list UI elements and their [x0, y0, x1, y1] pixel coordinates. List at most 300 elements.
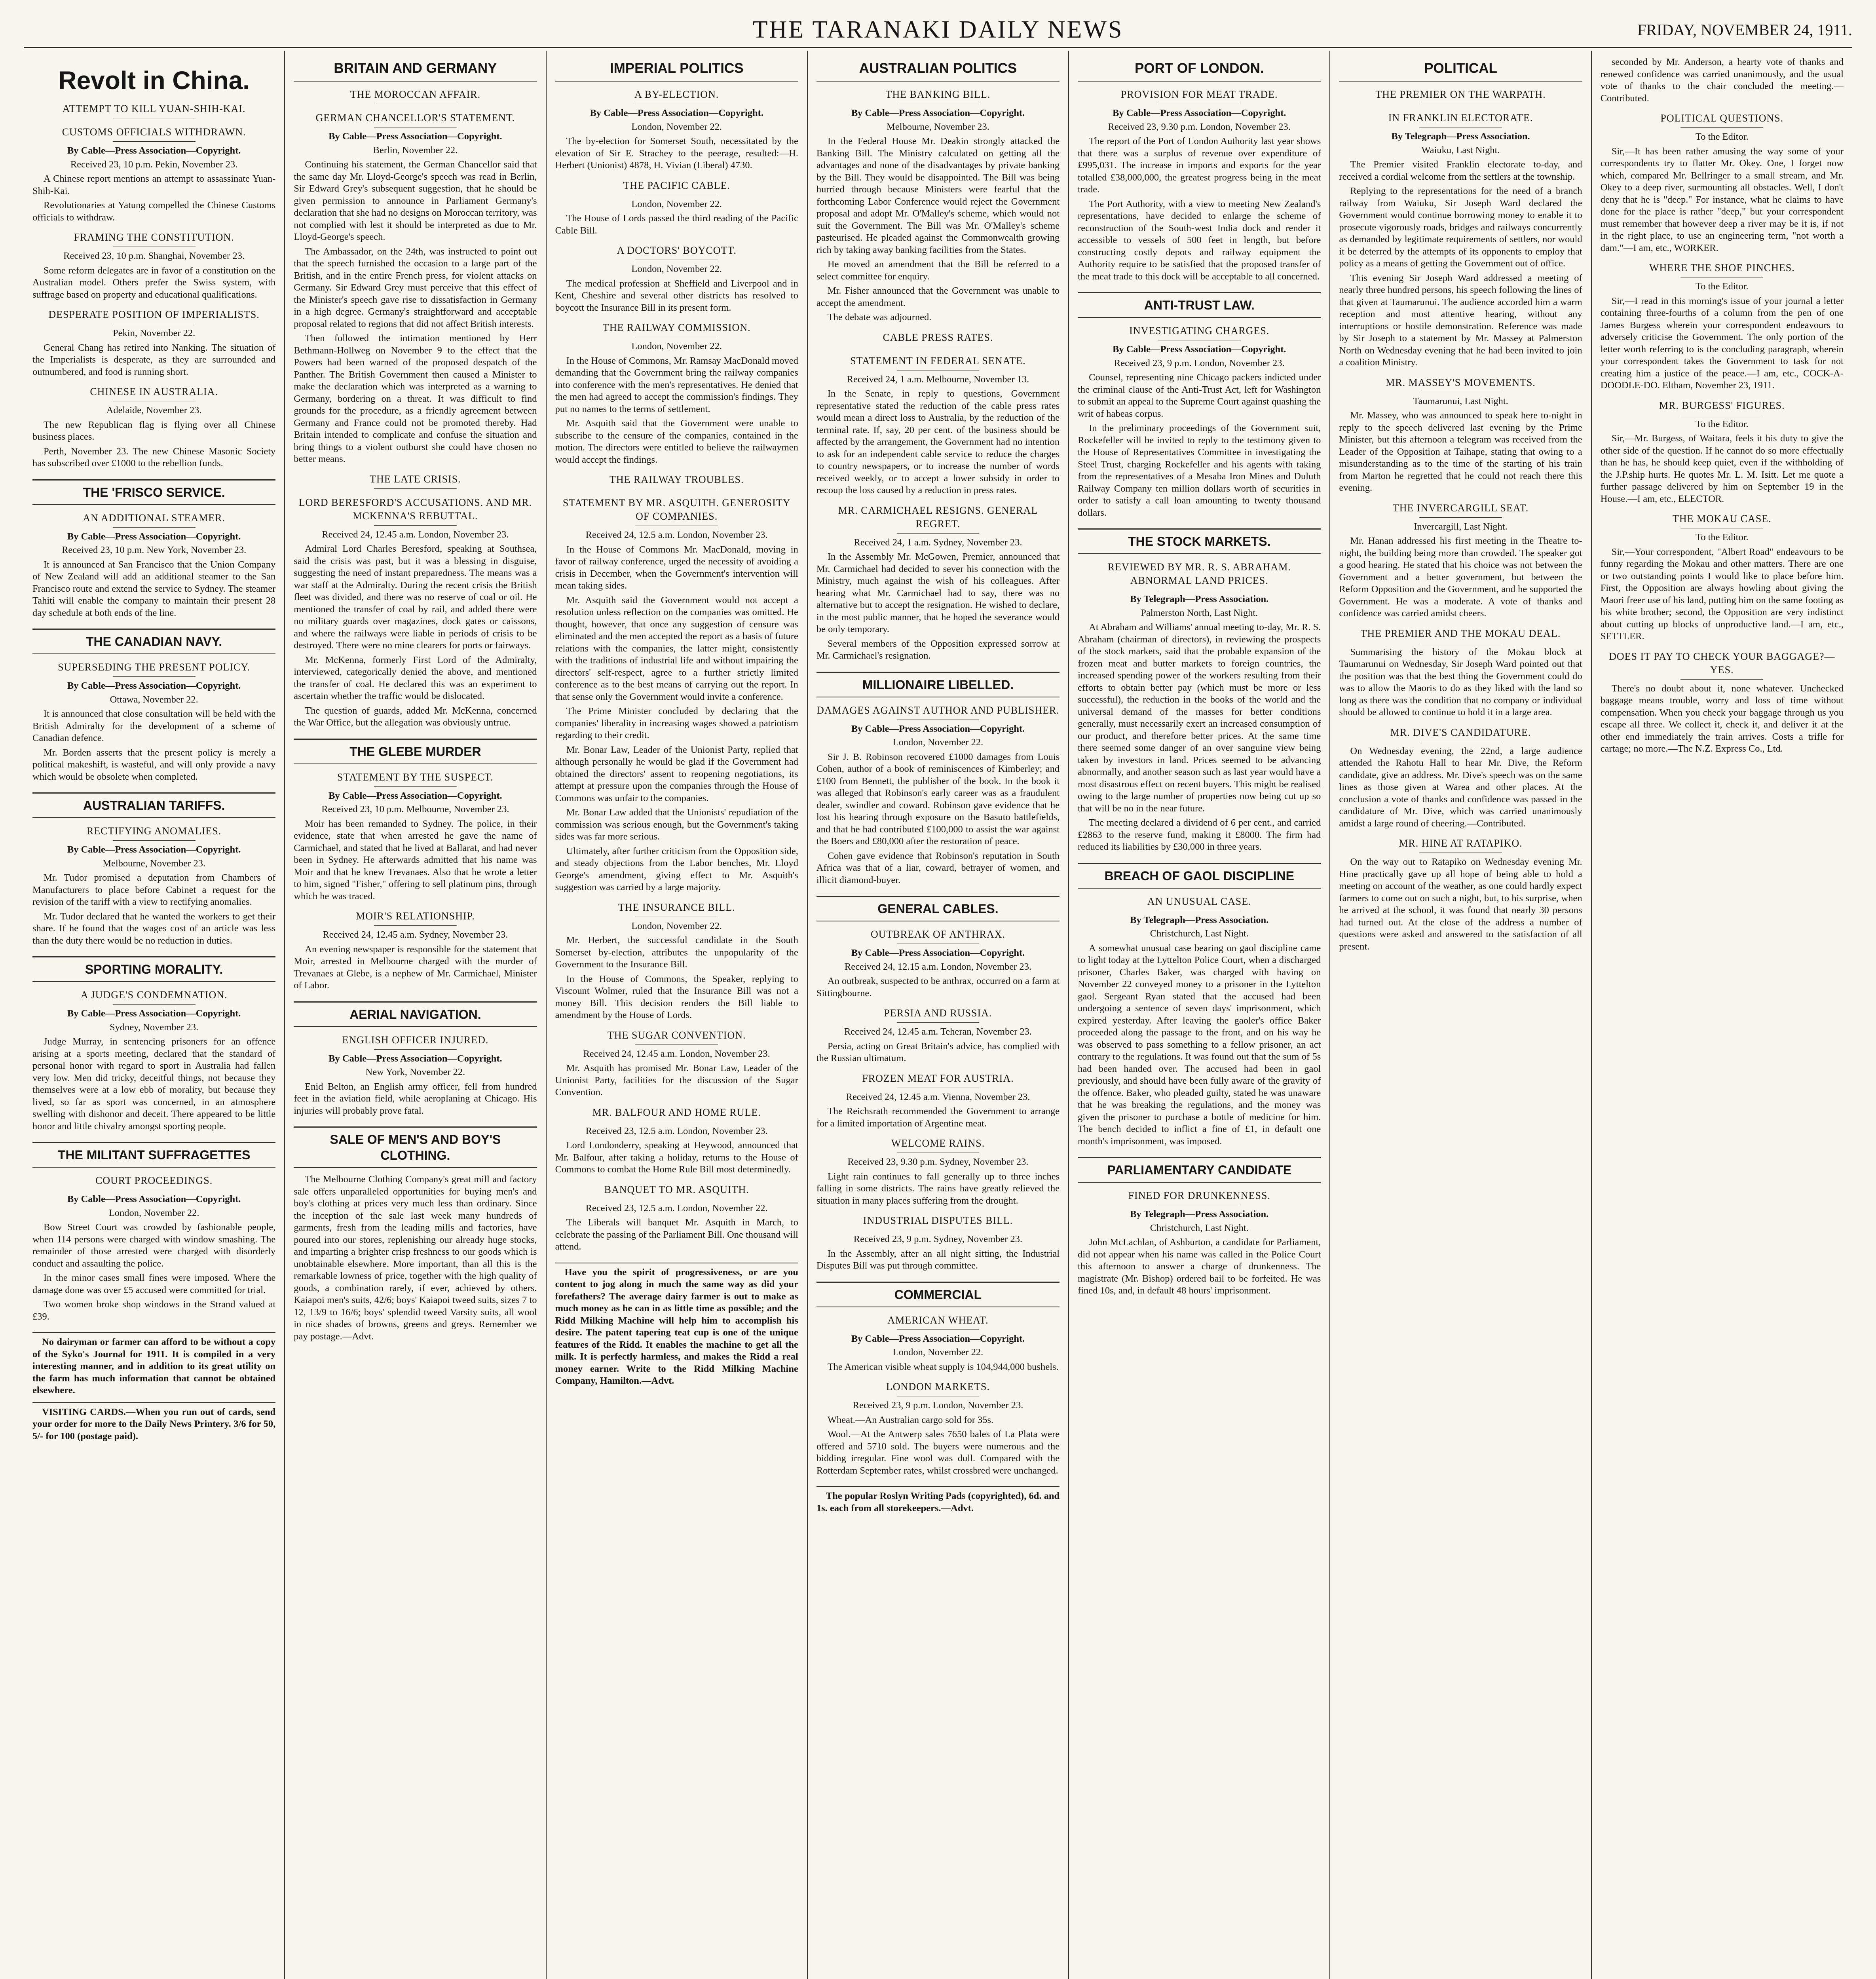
article-headline: THE PREMIER ON THE WARPATH.	[1339, 88, 1582, 104]
article-headline: RECTIFYING ANOMALIES.	[32, 824, 275, 841]
article-american-wheat	[816, 1314, 1060, 1373]
article-statement-by-mr-asquith-generosity-of-co	[555, 496, 798, 894]
article-dateline: Received 23, 9 p.m. London, November 23.	[853, 1400, 1023, 1411]
article-headline: LONDON MARKETS.	[816, 1380, 1060, 1396]
article-paragraph: A Chinese report mentions an attempt to assassinate Yuan-Shih-Kai.	[32, 173, 276, 196]
article-paragraph: Mr. Massey, who was announced to speak here to-night in reply to the speech delivered last evening by the Prime Minister, but this afternoon a telegram was received from the Leader of the Opposition at Taihape, stating that owing to a misunderstanding as to the time of the starting of his train from Marton he regretted that he could not reach there this evening.	[1339, 410, 1582, 493]
article-headline: MR. MASSEY'S MOVEMENTS.	[1339, 376, 1582, 392]
section-sale-of-men-s-and-boy-s-clothing	[294, 1126, 537, 1343]
article-the-railway-troubles	[555, 473, 798, 489]
article-paragraph: The debate was adjourned.	[827, 312, 932, 323]
article-moir-s-relationship	[294, 910, 537, 992]
article-headline: AMERICAN WHEAT.	[816, 1314, 1060, 1330]
article-headline: REVIEWED BY MR. R. S. ABRAHAM. ABNORMAL LAND PRICES.	[1078, 560, 1321, 590]
article-paragraph: Lord Londonderry, speaking at Heywood, announced that Mr. Balfour, after taking a holiday, returns to the House of Commons to combat the Home Rule Bill most determinedly.	[555, 1140, 798, 1175]
article-desperate-position-of-imperialists	[32, 308, 275, 378]
article-paragraph: Mr. Bonar Law, Leader of the Unionist Party, replied that although personally he would be glad if the Government had obtained the directors' assent to reopening negotiations, its attempt at pressure upon the companies through the House of Commons was unfair to the companies.	[555, 744, 798, 803]
article-does-it-pay-to-check-your-baggage-yes	[1601, 650, 1844, 755]
column-5	[1069, 51, 1330, 1979]
article-dateline: Invercargill, Last Night.	[1414, 521, 1508, 532]
article-paragraph: An evening newspaper is responsible for the statement that Moir, arrested in Melbourne charged with the murder of Trevanaes at Glebe, is a nephew of Mr. Carmichael, Minister of Labor.	[294, 944, 537, 991]
article-paragraph: Several members of the Opposition expressed sorrow at Mr. Carmichael's resignation.	[816, 638, 1060, 661]
article-byline: By Telegraph—Press Association.	[1130, 914, 1269, 925]
article-dateline: Received 23, 9.30 p.m. London, November 23.	[1108, 121, 1291, 132]
section-heading: BRITAIN AND GERMANY	[294, 60, 537, 82]
section-heading: PORT OF LONDON.	[1078, 60, 1321, 82]
article-where-the-shoe-pinches	[1601, 261, 1844, 392]
article-dateline: Adelaide, November 23.	[106, 405, 202, 416]
article-dateline: Received 24, 12.45 a.m. Sydney, November 23.	[323, 929, 508, 940]
article-paragraph: Judge Murray, in sentencing prisoners for an offence arising at a sports meeting, declared that the standard of personal honor with regard to sport in Australia had fallen very low. Men did tricky, deceitful things, not because they themselves were at a low ebb of morality, but because they lived, so far as sport was concerned, in an atmosphere swelling with dishonor and deceit. There appeared to be little honor and little chivalry amongst sporting people.	[32, 1036, 276, 1132]
section-heading: COMMERCIAL	[816, 1282, 1060, 1307]
article-dateline: Received 23, 9.30 p.m. Sydney, November 23.	[847, 1157, 1029, 1167]
article-paragraph: Moir has been remanded to Sydney. The police, in their evidence, state that when arrested he gave the name of Carmichael, and stated that he lived at Ballarat, and had never been in Sydney. He afterwards admitted that his name was Moir and that he knew Trevanaes. Also that he wrote a letter to him, signed "Fisher," offering to sell platinum pins, through which he was traced.	[294, 818, 537, 902]
article-dateline: Received 24, 12.15 a.m. London, November 23.	[844, 961, 1032, 972]
article-the-moroccan-affair	[294, 88, 537, 104]
article-paragraph: On the way out to Ratapiko on Wednesday evening Mr. Hine practically gave up all hope of being able to hold a meeting on account of the weather, as one could hardly expect farmers to come out on such a night, but, to his surprise, when he arrived at the school, it was found that nearly 30 persons had turned out. At the close of the address a number of questions were asked and answered to the satisfaction of all present.	[1339, 857, 1582, 952]
article-paragraph: Mr. Asquith has promised Mr. Bonar Law, Leader of the Unionist Party, facilities for the discussion of the Sugar Convention.	[555, 1063, 798, 1098]
article-paragraph: The medical profession at Sheffield and Liverpool and in Kent, Cheshire and several other districts has resolved to boycott the Insurance Bill in its present form.	[555, 278, 798, 313]
article-byline: By Cable—Press Association—Copyright.	[590, 108, 763, 118]
article-paragraph: There's no doubt about it, none whatever. Unchecked baggage means trouble, worry and loss of time without compensation. When you check your baggage through us you escape all three. We collect it, check it, and deliver it at the other end immediately the train arrives. Costs a trifle for cartage; no more.—The N.Z. Express Co., Ltd.	[1600, 683, 1844, 754]
article-headline: CABLE PRESS RATES.	[816, 331, 1060, 347]
article-dateline: Received 23, 10 p.m. New York, November 23.	[62, 545, 247, 555]
article-paragraph: Sir,—I read in this morning's issue of your journal a letter containing three-fourths of a column from the pen of one James Burgess wherein your correspondent endeavours to adversely criticise the Government. The only portion of the letter worth referring to is the concluding paragraph, wherein your correspondent takes the Government to task for not creating him a justice of the peace.—I am, etc., COCK-A-DOODLE-DO. Eltham, November 23, 1911.	[1600, 295, 1844, 391]
article-paragraph: Wheat.—An Australian cargo sold for 35s.	[827, 1414, 994, 1425]
section-millionaire-libelled	[816, 672, 1060, 887]
article-headline: A JUDGE'S CONDEMNATION.	[32, 988, 275, 1005]
article-paragraph: The Port Authority, with a view to meeting New Zealand's representations, have decided to enlarge the scheme of reconstruction of the South-west India dock and render it accessible to vessels of 500 feet in length, but before constructing costly depots and railway equipment the Authority require to be satisfied that the proposed transfer of the meat trade to this dock will be acceptable to all concerned.	[1078, 198, 1321, 282]
article-headline: MR. DIVE'S CANDIDATURE.	[1339, 726, 1582, 742]
article-byline: By Cable—Press Association—Copyright.	[67, 145, 241, 156]
article-paragraph: Then followed the intimation mentioned by Herr Bethmann-Hollweg on November 9 to the effect that the Powers had been warned of the proposed despatch of the Panther. The British Government then caused a Minister to make the declaration which was interpreted as a warning to Germany, bordering on a threat. It was difficult to find grounds for the procedure, as a friendly agreement between Germany and France could not be promoted thereby. Had Britain intended to complicate and confuse the situation and bring things to a violent outburst she could have chosen no better means.	[294, 333, 537, 464]
article-welcome-rains	[816, 1137, 1060, 1207]
article-paragraph: It is announced at San Francisco that the Union Company of New Zealand will add an additional steamer to the San Francisco route and extend the service to Sydney. The steamer Tahiti will enable the company to maintain their present 28 day schedule at both ends of the line.	[32, 559, 276, 618]
article-paragraph: The House of Lords passed the third reading of the Pacific Cable Bill.	[555, 213, 798, 236]
article-outbreak-of-anthrax	[816, 928, 1060, 999]
article-byline: By Cable—Press Association—Copyright.	[851, 1333, 1025, 1344]
article-german-chancellor-s-statement	[294, 111, 537, 465]
article-paragraph: Mr. Asquith said the Government would not accept a resolution unless reflection on the companies was omitted. He thought, however, that once any suggestion of censure was eliminated and the men accepted the report as a basis of future relations with the companies, the latter might, consistently with the traditions of industrial life and without impairing the directors' self-respect, agree to a further strictly limited conference as to the best means of carrying out the report. In that sense only the Government would invite a conference.	[555, 594, 798, 702]
article-headline: POLITICAL QUESTIONS.	[1601, 112, 1844, 128]
article-statement-in-federal-senate	[816, 354, 1060, 497]
article-dateline: London, November 22.	[631, 264, 722, 274]
section-australian-tariffs	[32, 792, 275, 947]
article-headline: THE PACIFIC CABLE.	[555, 179, 798, 195]
article-headline: MR. BALFOUR AND HOME RULE.	[555, 1106, 798, 1122]
article-the-premier-and-the-mokau-deal	[1339, 627, 1582, 719]
section-britain-and-germany	[294, 60, 537, 729]
article-fined-for-drunkenness	[1078, 1189, 1321, 1297]
section-the-glebe-murder	[294, 739, 537, 992]
article-paragraph: seconded by Mr. Anderson, a hearty vote of thanks and renewed confidence was carried unanimously, and the usual vote of thanks to the chair concluded the meeting.—Contributed.	[1600, 57, 1844, 104]
article-paragraph: The American visible wheat supply is 104,944,000 bushels.	[827, 1361, 1059, 1372]
article-headline: STATEMENT BY MR. ASQUITH. GENEROSITY OF COMPANIES.	[555, 496, 798, 526]
advertisement: No dairyman or farmer can afford to be without a copy of the Syko's Journal for 1911. It is compiled in a very interesting manner, and in addition to its great utility on the farm has much information that cannot be obtained elsewhere.	[32, 1332, 275, 1397]
lead-headline: Revolt in China.	[58, 66, 250, 95]
article-headline: MR. CARMICHAEL RESIGNS. GENERAL REGRET.	[816, 504, 1060, 534]
article-text	[294, 1174, 537, 1343]
article-headline: ENGLISH OFFICER INJURED.	[294, 1033, 537, 1050]
article-paragraph: It is announced that close consultation will be held with the British Admiralty for the development of a scheme of Canadian defence.	[32, 708, 276, 743]
article-headline: THE MOKAU CASE.	[1601, 512, 1844, 528]
section-heading: THE STOCK MARKETS.	[1078, 528, 1321, 554]
article-paragraph: Light rain continues to fall generally up to three inches falling in some districts. The rains have greatly relieved the situation in many places suffering from the drought.	[816, 1171, 1060, 1206]
article-headline: FINED FOR DRUNKENNESS.	[1078, 1189, 1321, 1205]
article-headline: FRAMING THE CONSTITUTION.	[32, 231, 275, 247]
column-7	[1592, 51, 1852, 1979]
article-paragraph: In the minor cases small fines were imposed. Where the damage done was over £5 accused were committed for trial.	[32, 1272, 276, 1295]
section-heading: GENERAL CABLES.	[816, 896, 1060, 921]
article-dateline: Melbourne, November 23.	[887, 121, 989, 132]
article-the-banking-bill	[816, 88, 1060, 324]
article-dateline: London, November 22.	[892, 737, 984, 748]
article-headline: CHINESE IN AUSTRALIA.	[32, 385, 275, 401]
article-paragraph: The Reichsrath recommended the Government to arrange for a limited importation of Argentine meat.	[816, 1106, 1060, 1129]
article-dateline: Waiuku, Last Night.	[1421, 144, 1500, 156]
article-headline: LORD BERESFORD'S ACCUSATIONS. AND MR. MCKENNA'S REBUTTAL.	[294, 496, 537, 526]
article-the-premier-on-the-warpath	[1339, 88, 1582, 104]
article-dateline: To the Editor.	[1695, 532, 1749, 543]
section-heading: PARLIAMENTARY CANDIDATE	[1078, 1157, 1321, 1183]
article-headline: OUTBREAK OF ANTHRAX.	[816, 928, 1060, 944]
column-1	[24, 51, 285, 1979]
section-continued	[1601, 56, 1844, 755]
section-commercial	[816, 1282, 1060, 1477]
article-dateline: London, November 22.	[108, 1207, 199, 1218]
article-dateline: Sydney, November 23.	[109, 1022, 199, 1033]
article-dateline: London, November 22.	[631, 341, 722, 351]
article-headline: MR. HINE AT RATAPIKO.	[1339, 837, 1582, 853]
article-headline: STATEMENT BY THE SUSPECT.	[294, 771, 537, 787]
article-provision-for-meat-trade	[1078, 88, 1321, 283]
section-aerial-navigation	[294, 1001, 537, 1117]
section-heading: AERIAL NAVIGATION.	[294, 1001, 537, 1027]
article-dateline: London, November 22.	[631, 920, 722, 931]
article-paragraph: The Prime Minister concluded by declaring that the companies' liberality in increasing wages showed a patriotism regarding to their credit.	[555, 706, 798, 741]
article-paragraph: In the House of Commons Mr. MacDonald, moving in favor of railway conference, urged the necessity of avoiding a crisis in December, when the Government's intervention will mean taking sides.	[555, 544, 798, 591]
article-headline: THE MOROCCAN AFFAIR.	[294, 88, 537, 104]
article-persia-and-russia	[816, 1007, 1060, 1065]
article-byline: By Cable—Press Association—Copyright.	[851, 723, 1025, 734]
section-heading: POLITICAL	[1339, 60, 1582, 82]
article-customs-officials-withdrawn	[32, 125, 275, 224]
section-the-frisco-service	[32, 479, 275, 619]
article-paragraph: Bow Street Court was crowded by fashionable people, when 114 persons were charged with window smashing. The remainder of those arrested were charged with disorderly conduct and assaulting the police.	[32, 1222, 276, 1269]
article-frozen-meat-for-austria	[816, 1072, 1060, 1130]
article-paragraph: An outbreak, suspected to be anthrax, occurred on a farm at Sittingbourne.	[816, 976, 1060, 999]
article-headline: THE INSURANCE BILL.	[555, 901, 798, 917]
article-dateline: Received 24, 12.45 a.m. Vienna, November 23.	[846, 1091, 1030, 1102]
newspaper-title: THE TARANAKI DAILY NEWS	[752, 16, 1124, 43]
article-headline: SUPERSEDING THE PRESENT POLICY.	[32, 661, 275, 677]
article-headline: CUSTOMS OFFICIALS WITHDRAWN.	[32, 125, 275, 142]
article-an-unusual-case	[1078, 895, 1321, 1148]
article-paragraph: This evening Sir Joseph Ward addressed a meeting of nearly three hundred persons, his speech following the lines of that given at Taumarunui. The audience accorded him a warm reception and most attentive hearing, without any interruptions or hostile demonstration. Reference was made by Sir Joseph to a statement by Mr. Massey at Palmerston North on Wednesday evening that he had been invited to join a coalition Ministry.	[1339, 272, 1582, 368]
article-dateline: Pekin, November 22.	[113, 328, 196, 338]
section-heading: THE CANADIAN NAVY.	[32, 629, 275, 654]
article-mr-balfour-and-home-rule	[555, 1106, 798, 1176]
article-the-railway-commission	[555, 321, 798, 466]
article-paragraph: Sir,—Mr. Burgess, of Waitara, feels it his duty to give the other side of the question. If he cannot do so more effectually than he has, he should keep quiet, even if the withholding of the J.P.ship hurts. He quotes Mr. L. M. Isitt. Let me quote a further passage delivered by him on September 19 in the House.—I am, etc., ELECTOR.	[1600, 433, 1844, 504]
article-paragraph: The meeting declared a dividend of 6 per cent., and carried £2863 to the reserve fund, making it £8000. The firm had reduced its liabilities by £30,000 in three years.	[1078, 817, 1321, 852]
article-dateline: Received 23, 12.5 a.m. London, November 22.	[585, 1202, 768, 1214]
section-heading: BREACH OF GAOL DISCIPLINE	[1078, 863, 1321, 889]
article-paragraph: The Premier visited Franklin electorate to-day, and received a cordial welcome from the settlers at the township.	[1339, 159, 1582, 182]
article-dateline: Received 24, 12.5 a.m. London, November 23.	[585, 530, 768, 540]
article-paragraph: Mr. Bonar Law added that the Unionists' repudiation of the commission was serious enough, but the Government's taking sides was far more serious.	[555, 807, 798, 842]
article-dateline: Received 23, 10 p.m. Melbourne, November 23.	[321, 804, 509, 815]
article-dateline: Received 24, 12.45 a.m. London, November 23.	[322, 529, 509, 540]
article-damages-against-author-and-publisher	[816, 704, 1060, 887]
article-dateline: Received 23, 12.5 a.m. London, November 23.	[585, 1125, 768, 1136]
article-dateline: Received 23, 9 p.m. London, November 23.	[1114, 357, 1285, 368]
section-continued	[32, 102, 275, 470]
article-paragraph: The report of the Port of London Authority last year shows that there was a surplus of revenue over expenditure of £995,031. The increase in imports and exports for the year totalled £38,000,000, the greatest progress being in the meat trade.	[1078, 136, 1321, 195]
section-heading: SALE OF MEN'S AND BOY'S CLOTHING.	[294, 1126, 537, 1168]
article-headline: AN ADDITIONAL STEAMER.	[32, 511, 275, 528]
article-dateline: To the Editor.	[1695, 281, 1749, 292]
article-dateline: Received 24, 12.45 a.m. London, November 23.	[583, 1048, 770, 1059]
masthead-rule	[24, 47, 1852, 48]
article-dateline: Taumarunui, Last Night.	[1413, 395, 1508, 406]
section-heading: THE MILITANT SUFFRAGETTES	[32, 1142, 275, 1168]
article-lord-beresford-s-accusations-and-mr-mcke	[294, 496, 537, 729]
article-industrial-disputes-bill	[816, 1214, 1060, 1272]
article-text	[1601, 56, 1844, 104]
article-paragraph: Mr. Herbert, the successful candidate in the South Somerset by-election, attributes the unpopularity of the Government to the Insurance Bill.	[555, 935, 798, 970]
article-london-markets	[816, 1380, 1060, 1477]
article-headline: THE RAILWAY TROUBLES.	[555, 473, 798, 489]
article-mr-massey-s-movements	[1339, 376, 1582, 494]
article-an-additional-steamer	[32, 511, 275, 619]
article-mr-dive-s-candidature	[1339, 726, 1582, 830]
article-headline: THE LATE CRISIS.	[294, 473, 537, 489]
article-headline: AN UNUSUAL CASE.	[1078, 895, 1321, 911]
section-heading: IMPERIAL POLITICS	[555, 60, 798, 82]
article-paragraph: In the House of Commons, Mr. Ramsay MacDonald moved demanding that the Government bring the railway companies into conference with the men's representatives. He denied that the men had agreed to accept the commission's findings. They put no names to the terms of settlement.	[555, 355, 798, 414]
article-paragraph: In the Senate, in reply to questions, Government representative stated the reduction of the cable press rates would mean a direct loss to Australia, by the reduction of the terminal rate. If, say, 20 per cent. of the business should be affected by the arrangement, the Government had no intention to ask for an independent cable service to reduce the charges to country newspapers, or to increase the number of words received weekly, or to accept a lower subsidy in order to recoup the loss caused by a reduction in press rates.	[816, 388, 1060, 496]
section-imperial-politics	[555, 60, 798, 1253]
column-2	[285, 51, 546, 1979]
article-headline: DAMAGES AGAINST AUTHOR AND PUBLISHER.	[816, 704, 1060, 720]
article-reviewed-by-mr-r-s-abraham-abnormal-land	[1078, 560, 1321, 853]
article-paragraph: Mr. Tudor promised a deputation from Chambers of Manufacturers to place before Cabinet a request for the revision of the tariff with a view to rectifying anomalies.	[32, 872, 276, 907]
article-paragraph: The by-election for Somerset South, necessitated by the elevation of Sir E. Strachey to the peerage, resulted:—H. Herbert (Unionist) 4878, H. Vivian (Liberal) 4730.	[555, 136, 798, 171]
article-headline: THE INVERCARGILL SEAT.	[1339, 501, 1582, 518]
article-paragraph: At Abraham and Williams' annual meeting to-day, Mr. R. S. Abraham (chairman of directors), in reviewing the prospects of the stock markets, said that the probable expansion of the frozen meat and butter markets to foreign countries, the increased spending power of the workers resulting from their efforts to obtain better pay (which must be more or less successful), the reduction in the books of the world and the universal demand of the masses for better conditions generally, must necessarily exert an increased consumption of our product, and therefore better prices. At the same time there seemed some danger of an over sanguine view being taken by investors in land. Prices seemed to be advancing abnormally, and another season such as last year would have a most disastrous effect on recent buyers. This might be realised owing to the large number of properties now being cut up so that will be no in the near future.	[1078, 622, 1321, 814]
article-a-doctors-boycott	[555, 244, 798, 314]
article-paragraph: John McLachlan, of Ashburton, a candidate for Parliament, did not appear when his name was called in the Police Court this afternoon to answer a charge of drunkenness. The magistrate (Mr. Bishop) ordered bail to be forfeited. He was fined 10s, and, in default 48 hours' imprisonment.	[1078, 1237, 1321, 1296]
article-dateline: Christchurch, Last Night.	[1150, 1222, 1249, 1233]
article-byline: By Cable—Press Association—Copyright.	[328, 1053, 502, 1064]
article-headline: GERMAN CHANCELLOR'S STATEMENT.	[294, 111, 537, 127]
article-headline: PERSIA AND RUSSIA.	[816, 1007, 1060, 1023]
article-paragraph: In the preliminary proceedings of the Government suit, Rockefeller will be invited to reply to the testimony given to the House of Representatives Committee in investigating the Steel Trust, charging Rockefeller and his agents with taking from the representatives of a Mesaba Iron Mines and Duluth Railway Company ten million dollars worth of securities in order to satisfy a call loan amounting to twenty thousand dollars.	[1078, 423, 1321, 518]
advertisement: The popular Roslyn Writing Pads (copyrighted), 6d. and 1s. each from all storekeepers.—Advt.	[816, 1486, 1060, 1514]
article-mr-hine-at-ratapiko	[1339, 837, 1582, 953]
article-court-proceedings	[32, 1174, 275, 1323]
article-byline: By Telegraph—Press Association.	[1130, 1209, 1269, 1219]
article-paragraph: Persia, acting on Great Britain's advice, has complied with the Russian ultimatum.	[816, 1041, 1060, 1064]
article-paragraph: Mr. Tudor declared that he wanted the workers to get their share. If he found that the wages cost of an article was less than the duty there would be no reduction in duties.	[32, 911, 276, 946]
section-parliamentary-candidate	[1078, 1157, 1321, 1297]
issue-date: FRIDAY, NOVEMBER 24, 1911.	[1637, 21, 1852, 39]
article-dateline: Received 24, 1 a.m. Melbourne, November 13.	[847, 374, 1029, 385]
article-statement-by-the-suspect	[294, 771, 537, 903]
article-headline: THE BANKING BILL.	[816, 88, 1060, 104]
article-byline: By Telegraph—Press Association.	[1130, 594, 1269, 604]
article-paragraph: Mr. McKenna, formerly First Lord of the Admiralty, interviewed, categorically denied the above, and mentioned the transfer of coal. He declared this was an experiment to ascertain whether the traffic would be dislocated.	[294, 654, 537, 701]
article-paragraph: Mr. Fisher announced that the Government was unable to accept the amendment.	[816, 285, 1060, 308]
article-headline: PROVISION FOR MEAT TRADE.	[1078, 88, 1321, 104]
article-paragraph: Summarising the history of the Mokau block at Taumarunui on Wednesday, Sir Joseph Ward pointed out that the position was that the best thing the Government could do was to allow the Maoris to do as they liked with the land so long as there was the condition that no company or individual should be allowed to continue to hold it in a large area.	[1339, 646, 1582, 718]
section-sporting-morality	[32, 956, 275, 1132]
article-the-pacific-cable	[555, 179, 798, 237]
article-the-insurance-bill	[555, 901, 798, 1022]
article-dateline: To the Editor.	[1695, 131, 1749, 142]
article-dateline: London, November 22.	[892, 1347, 984, 1358]
article-paragraph: Two women broke shop windows in the Strand valued at £39.	[32, 1299, 276, 1322]
article-headline: A DOCTORS' BOYCOTT.	[555, 244, 798, 260]
article-chinese-in-australia	[32, 385, 275, 470]
article-dateline: London, November 22.	[631, 198, 722, 209]
article-byline: By Cable—Press Association—Copyright.	[1113, 344, 1286, 355]
article-headline: DESPERATE POSITION OF IMPERIALISTS.	[32, 308, 275, 324]
article-paragraph: The Ambassador, on the 24th, was instructed to point out that the speech furnished the occasion to a large part of the British, and in the entire French press, for violent attacks on Germany. Sir Edward Grey must perceive that this effect of the Minister's speech gave rise to dissatisfaction in Germany in a high degree. Germany's straightforward and acceptable proposal related to regions that did not affect British interests.	[294, 246, 537, 329]
article-the-sugar-convention	[555, 1029, 798, 1099]
article-byline: By Cable—Press Association—Copyright.	[67, 531, 241, 542]
article-dateline: London, November 22.	[631, 121, 722, 132]
section-breach-of-gaol-discipline	[1078, 863, 1321, 1148]
article-mr-burgess-figures	[1601, 399, 1844, 505]
article-headline: BANQUET TO MR. ASQUITH.	[555, 1183, 798, 1199]
article-headline: INDUSTRIAL DISPUTES BILL.	[816, 1214, 1060, 1230]
section-general-cables	[816, 896, 1060, 1272]
article-paragraph: A somewhat unusual case bearing on gaol discipline came to light today at the Lyttelton Police Court, when a discharged prisoner, Charles Baker, was charged with having on November 22 conveyed money to a prisoner in the Lyttelton gaol. Sergeant Ryan stated that the accused had been undergoing a sentence of seven days' imprisonment, which expired yesterday. After leaving the gaoler's office Baker proceeded along the passage to the front, and on his way he was observed to pass something to a fellow prisoner, an act contrary to the regulations. It was found out that the sum of 5s had been handed over. The accused had been in gaol previously, and should have been fully aware of the gravity of the offence. Baker, who pleaded guilty, stated he was unaware that he was breaking the regulations, and the money was given the prisoner to purchase a bottle of medicine for him. The bench decided to inflict a fine of £1, in default one month's imprisonment, was imposed.	[1078, 942, 1321, 1147]
article-investigating-charges	[1078, 324, 1321, 519]
section-the-canadian-navy	[32, 629, 275, 783]
article-dateline: Ottawa, November 22.	[110, 694, 198, 705]
article-headline: ATTEMPT TO KILL YUAN-SHIH-KAI.	[32, 102, 275, 118]
article-paragraph: Ultimately, after further criticism from the Opposition side, and steady objections from the Labor benches, Mr. Lloyd George's amendment, giving effect to Mr. Asquith's suggestion was carried by a large majority.	[555, 845, 798, 893]
article-paragraph: In the Assembly Mr. McGowen, Premier, announced that Mr. Carmichael had decided to sever his connection with the Ministry, much against the wish of his colleagues. After hearing what Mr. Carmichael had to say, there was no alternative but to accept the resignation. He wished to declare, in the most public manner, that he hoped the severance would be only temporary.	[816, 551, 1060, 634]
article-mr-carmichael-resigns-general-regret	[816, 504, 1060, 662]
article-headline: MOIR'S RELATIONSHIP.	[294, 910, 537, 926]
article-dateline: Christchurch, Last Night.	[1150, 928, 1249, 939]
article-dateline: Received 23, 10 p.m. Pekin, November 23.	[70, 159, 238, 170]
article-dateline: Received 24, 1 a.m. Sydney, November 23.	[854, 537, 1022, 548]
article-headline: WHERE THE SHOE PINCHES.	[1601, 261, 1844, 277]
article-paragraph: The question of guards, added Mr. McKenna, concerned the War Office, but the allegation was obviously untrue.	[294, 705, 537, 728]
article-byline: By Cable—Press Association—Copyright.	[851, 948, 1025, 958]
column-4	[808, 51, 1069, 1979]
article-paragraph: Mr. Borden asserts that the present policy is merely a political makeshift, is wasteful, and will only provide a navy which would be obsolete when completed.	[32, 747, 276, 782]
article-headline: FROZEN MEAT FOR AUSTRIA.	[816, 1072, 1060, 1088]
article-dateline: Berlin, November 22.	[373, 144, 458, 156]
article-dateline: Palmerston North, Last Night.	[1141, 607, 1258, 618]
article-the-late-crisis	[294, 473, 537, 489]
article-paragraph: Replying to the representations for the need of a branch railway from Waiuku, Sir Joseph Ward declared the Government would continue borrowing money to enable it to prosecute vigorously roads, bridges and railways concurrently as demanded by legitimate requirements of settlers, nor would it be deterred by the attempts of its opponents to employ that policy as a means of getting the Government out of office.	[1339, 186, 1582, 269]
article-rectifying-anomalies	[32, 824, 275, 947]
article-a-by-election	[555, 88, 798, 172]
article-paragraph: The new Republican flag is flying over all Chinese business places.	[32, 419, 276, 442]
article-byline: By Telegraph—Press Association.	[1391, 131, 1530, 142]
article-political-questions	[1601, 112, 1844, 254]
article-byline: By Cable—Press Association—Copyright.	[851, 108, 1025, 118]
article-superseding-the-present-policy	[32, 661, 275, 783]
article-byline: By Cable—Press Association—Copyright.	[67, 680, 241, 691]
article-byline: By Cable—Press Association—Copyright.	[328, 131, 502, 142]
article-paragraph: In the House of Commons, the Speaker, replying to Viscount Wolmer, ruled that the Insurance Bill was not a money Bill. This decision renders the Bill liable to amendment by the House of Lords.	[555, 973, 798, 1020]
article-headline: THE PREMIER AND THE MOKAU DEAL.	[1339, 627, 1582, 643]
article-paragraph: Admiral Lord Charles Beresford, speaking at Southsea, said the crisis was past, but it was a blessing in disguise, suggesting the need of instant preparedness. The means was a war staff at the Admiralty. During the recent crisis the British fleet was divided, and there was no reserve of coal or oil. He mentioned the transfer of coal by rail, and added there were no military guards over magazines, dock gates or caissons, and where the railways were liable in periods of crisis to be destroyed. There were no mine clearers for ports or fairways.	[294, 543, 537, 651]
article-byline: By Cable—Press Association—Copyright.	[67, 844, 241, 855]
article-byline: By Cable—Press Association—Copyright.	[1113, 108, 1286, 118]
section-heading: THE 'FRISCO SERVICE.	[32, 479, 275, 505]
article-dateline: Received 23, 10 p.m. Shanghai, November 23.	[63, 251, 245, 261]
article-byline: By Cable—Press Association—Copyright.	[67, 1194, 241, 1204]
article-paragraph: The Liberals will banquet Mr. Asquith in March, to celebrate the passing of the Parliament Bill. One thousand will attend.	[555, 1217, 798, 1252]
article-paragraph: He moved an amendment that the Bill be referred to a select committee for enquiry.	[816, 259, 1060, 282]
article-headline: THE RAILWAY COMMISSION.	[555, 321, 798, 337]
section-heading: AUSTRALIAN POLITICS	[816, 60, 1060, 82]
column-3	[547, 51, 808, 1979]
section-the-militant-suffragettes	[32, 1142, 275, 1323]
article-dateline: Received 23, 9 p.m. Sydney, November 23.	[853, 1234, 1023, 1244]
article-headline: INVESTIGATING CHARGES.	[1078, 324, 1321, 340]
article-paragraph: The Melbourne Clothing Company's great mill and factory sale offers unparalleled opportunities for buying men's and boy's clothing at prices very much less than ordinary. Since the inception of the sale last week many hundreds of garments, fresh from the leading mills and factories, have poured into our stores, replenishing our already huge stocks, and imparting a brighter crisp freshness to our goods which is unobtainable elsewhere. More important, than all this is the remarkable lowness of price, together with the high quality of goods, a combination rarely, if ever, achieved by others. Kaiapoi men's suits, 42/6; boys' Kaiapoi tweed suits, sizes 7 to 12, 13/9 to 16/6; boys' splendid tweed Varsity suits, all wool in nice shades of browns, greens and greys. Remember we pay postage.—Advt.	[294, 1174, 537, 1342]
article-headline: DOES IT PAY TO CHECK YOUR BAGGAGE?—YES.	[1601, 650, 1844, 680]
article-framing-the-constitution	[32, 231, 275, 301]
columns-container	[24, 51, 1852, 1979]
section-heading: SPORTING MORALITY.	[32, 956, 275, 982]
article-paragraph: General Chang has retired into Nanking. The situation of the Imperialists is desperate, as they are surrounded and outnumbered, and food is running short.	[32, 342, 276, 377]
article-byline: By Cable—Press Association—Copyright.	[328, 790, 502, 801]
article-paragraph: Revolutionaries at Yatung compelled the Chinese Customs officials to withdraw.	[32, 200, 276, 223]
article-dateline: To the Editor.	[1695, 418, 1749, 429]
article-headline: WELCOME RAINS.	[816, 1137, 1060, 1153]
article-headline: COURT PROCEEDINGS.	[32, 1174, 275, 1190]
article-headline: A BY-ELECTION.	[555, 88, 798, 104]
section-australian-politics	[816, 60, 1060, 662]
masthead	[24, 16, 1852, 44]
article-dateline: New York, November 22.	[365, 1067, 465, 1077]
article-paragraph: In the Assembly, after an all night sitting, the Industrial Disputes Bill was put through committee.	[816, 1248, 1060, 1271]
article-paragraph: Perth, November 23. The new Chinese Masonic Society has subscribed over £1000 to the rebellion funds.	[32, 446, 276, 469]
section-political	[1339, 60, 1582, 953]
article-english-officer-injured	[294, 1033, 537, 1117]
section-the-stock-markets	[1078, 528, 1321, 853]
article-paragraph: Enid Belton, an English army officer, fell from hundred feet in the aviation field, while aeroplaning at Chicago. His injuries will probably prove fatal.	[294, 1081, 537, 1116]
article-the-invercargill-seat	[1339, 501, 1582, 620]
article-paragraph: Mr. Hanan addressed his first meeting in the Theatre to-night, the building being more than crowded. The speaker got a good hearing. He stated that his choice was not between the Government and a better government, but between the Reform Opposition and the Government, and he supported the Government. He was a moderate. A vote of thanks and confidence was carried amidst cheers.	[1339, 536, 1582, 619]
article-headline: MR. BURGESS' FIGURES.	[1601, 399, 1844, 415]
article-dateline: Received 24, 12.45 a.m. Teheran, November 23.	[844, 1026, 1032, 1037]
article-headline: IN FRANKLIN ELECTORATE.	[1339, 111, 1582, 127]
article-paragraph: Sir J. B. Robinson recovered £1000 damages from Louis Cohen, author of a book of reminiscences of Kimberley; and £100 from Bennett, the publisher of the book. In the book it was alleged that Robinson's early career was as a fraudulent dealer, swindler and coward. Robinson gave evidence that he lost his hearing through exposure on the Basuto battlefields, and that he had contributed £100,000 to assist the war against the Boers and £80,000 after the restoration of peace.	[816, 751, 1060, 847]
article-dateline: Melbourne, November 23.	[103, 858, 206, 869]
article-in-franklin-electorate	[1339, 111, 1582, 369]
column-6	[1330, 51, 1591, 1979]
article-headline: STATEMENT IN FEDERAL SENATE.	[816, 354, 1060, 370]
article-banquet-to-mr-asquith	[555, 1183, 798, 1253]
article-paragraph: In the Federal House Mr. Deakin strongly attacked the Banking Bill. The Ministry calculated on getting all the advantages and none of the disadvantages by private banking by the Bill. They would be disappointed. The Bill was being hurried through because Ministers were fearful that the forthcoming Labor Conference would reject the Government proposal and adopt Mr. O'Malley's scheme, which would not suit the Government. The Bill was Mr. O'Malley's scheme pasteurised. He pleaded against the Commonwealth growing rich by taking away banking facilities from the States.	[816, 136, 1060, 255]
section-port-of-london	[1078, 60, 1321, 283]
article-paragraph: Wool.—At the Antwerp sales 7650 bales of La Plata were offered and 5710 sold. The buyers were numerous and the bidding irregular. Fine wool was dull. Compared with the Rotterdam September rates, whilst crossbred were unchanged.	[816, 1429, 1060, 1476]
article-paragraph: On Wednesday evening, the 22nd, a large audience attended the Rahotu Hall to hear Mr. Dive, the Reform candidate, give an address. Mr. Dive's speech was on the same lines as those given at Warea and other places. At the conclusion a vote of thanks and confidence was passed in the candidature of Mr. Dive, which was carried unanimously amidst a large round of cheering.—Contributed.	[1339, 745, 1582, 829]
article-the-mokau-case	[1601, 512, 1844, 643]
